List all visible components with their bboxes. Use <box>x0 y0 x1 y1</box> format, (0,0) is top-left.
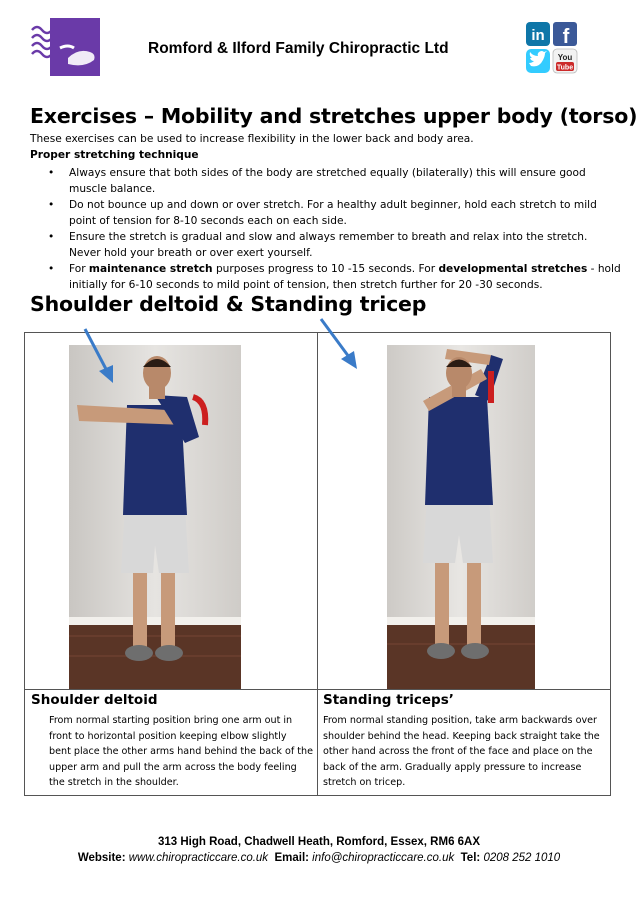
exercise-description-standing-triceps: From normal standing position, take arm backwards over shoulder behind the head. Keeping back straight take the other hand across the front of the face and place on the back of the arm. Gradually apply pressure to increase stretch on tricep. <box>323 715 600 788</box>
column-divider <box>317 333 318 795</box>
intro-text: These exercises can be used to increase flexibility in the lower back and body area. <box>30 133 474 145</box>
list-item: • Do not bounce up and down or over stretch. For a healthy adult beginner, hold each stretch to mild point of tension for 8-10 seconds each on each side. <box>48 199 597 227</box>
linkedin-icon[interactable] <box>526 22 550 46</box>
footer-address: 313 High Road, Chadwell Heath, Romford, Essex, RM6 6AX <box>157 836 481 848</box>
exercise-description-shoulder-deltoid: From normal starting position bring one arm out in front to horizontal position keeping elbow slightly bent place the other arms hand behind the back of the upper arm and pull the arm across the body feeling the stretch in the shoulder. <box>49 715 314 788</box>
linkedin-label: in <box>531 27 545 44</box>
exercise-table <box>24 332 611 796</box>
bullet-dot: • <box>48 167 55 179</box>
bullet-dot: • <box>48 263 55 275</box>
website-link[interactable]: www.chiropracticcare.co.uk <box>128 852 269 864</box>
standing-tricep-photo <box>387 345 559 689</box>
list-item: • Ensure the stretch is gradual and slow and always remember to breath and relax into the stretch. Never hold your breath or over exert yourself. <box>48 231 588 259</box>
row-divider <box>25 689 610 690</box>
list-item: • Always ensure that both sides of the body are stretched equally (bilaterally) this will ensure good muscle balance. <box>48 167 586 195</box>
maintenance-stretch-term: maintenance stretch <box>88 263 213 275</box>
company-name: Romford & Ilford Family Chiropractic Ltd <box>148 40 449 57</box>
section-title: Shoulder deltoid & Standing tricep <box>30 292 427 316</box>
list-item: • For maintenance stretch purposes progress to 10 -15 seconds. For developmental stretches - hold initially for 6-10 seconds to mild point of tension, then stretch further for 20 -30 seconds. <box>48 263 621 291</box>
twitter-icon[interactable] <box>526 49 550 73</box>
exercise-title-shoulder-deltoid: Shoulder deltoid <box>31 692 158 708</box>
youtube-label-bottom: Tube <box>556 64 574 72</box>
bullet-dot: • <box>48 231 55 243</box>
youtube-label-top: You <box>557 53 573 62</box>
facebook-icon[interactable] <box>553 22 577 48</box>
company-logo <box>30 18 100 76</box>
arrow-pointer-icon <box>317 317 363 373</box>
facebook-label: f <box>562 26 570 48</box>
footer-contact: Website: www.chiropracticcare.co.uk Email: info@chiropracticcare.co.uk Tel: 0208 252 1010 <box>77 852 561 864</box>
youtube-icon[interactable] <box>553 49 577 73</box>
bullet-dot: • <box>48 199 55 211</box>
page-title: Exercises – Mobility and stretches upper body (torso) <box>30 104 638 128</box>
phone-number[interactable]: 0208 252 1010 <box>483 852 561 864</box>
arrow-pointer-icon <box>81 327 121 385</box>
exercise-title-standing-triceps: Standing triceps’ <box>323 692 454 708</box>
shoulder-deltoid-photo <box>69 345 241 689</box>
technique-list <box>30 165 621 293</box>
social-icons <box>526 22 578 74</box>
email-link[interactable]: info@chiropracticcare.co.uk <box>312 852 455 864</box>
technique-heading: Proper stretching technique <box>30 149 199 161</box>
developmental-stretch-term: developmental stretches <box>438 263 588 275</box>
